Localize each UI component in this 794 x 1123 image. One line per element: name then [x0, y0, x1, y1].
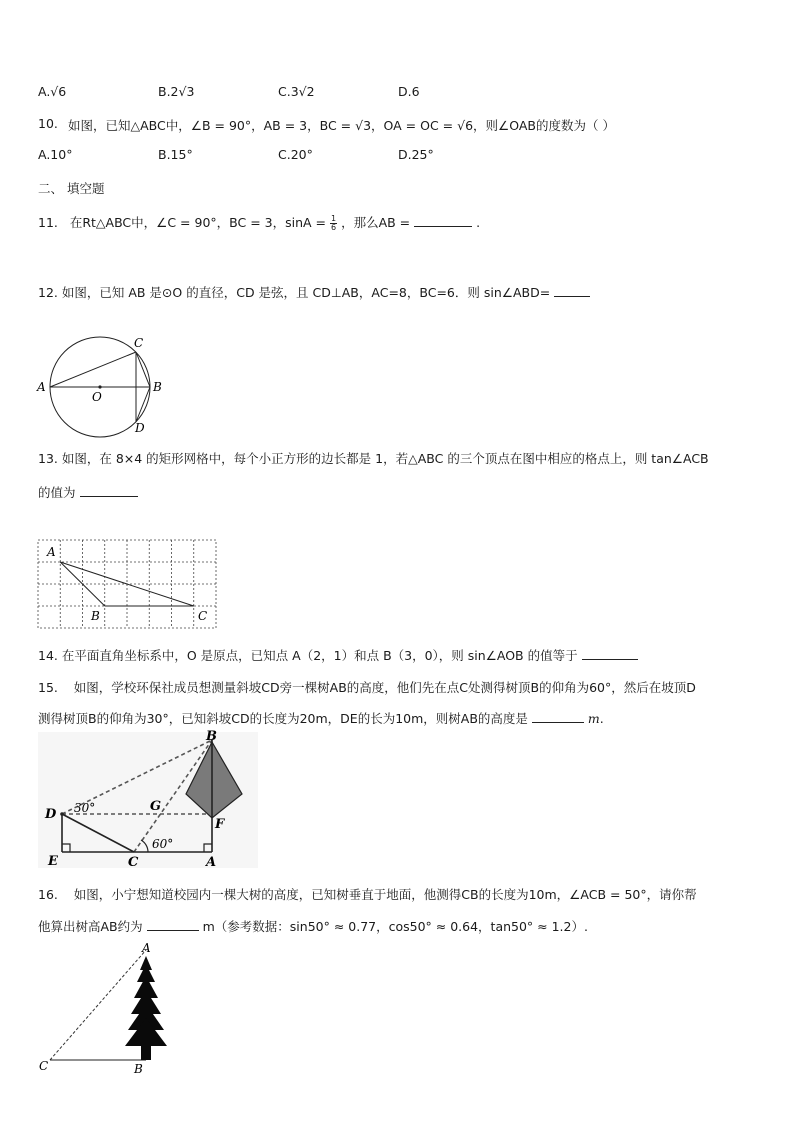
- q10-option-c: C.20°: [278, 147, 313, 162]
- q11-answer-blank[interactable]: [414, 214, 472, 227]
- q12-label-b: B: [153, 380, 162, 394]
- q16-number: 16.: [38, 887, 58, 902]
- q15-line1-text: 如图，学校环保社成员想测量斜坡CD旁一棵树AB的高度，他们先在点C处测得树顶B的仰角为60°，然后在坡顶D: [73, 680, 696, 695]
- q10-option-d: D.25°: [398, 147, 434, 162]
- q15-line2: [38, 709, 604, 727]
- q11-text-after: ，那么AB =: [341, 215, 415, 230]
- q9-option-c: C.3√2: [278, 84, 315, 99]
- q11-frac-num: 1: [331, 214, 337, 223]
- q13-label-c: C: [198, 609, 208, 623]
- q14-text: 14. 在平面直角坐标系中，O 是原点，已知点 A（2，1）和点 B（3，0），则 sin∠AOB 的值等于: [38, 648, 578, 663]
- q12-line-ac: [50, 352, 136, 387]
- q10-option-b: B.15°: [158, 147, 193, 162]
- q14-answer-blank[interactable]: [582, 647, 638, 660]
- q13-line1: 13. 如图，在 8×4 的矩形网格中，每个小正方形的边长都是 1，若△ABC 的三个顶点在图中相应的格点上，则 tan∠ACB: [38, 451, 709, 466]
- q9-option-a: A.√6: [38, 84, 67, 99]
- q12-answer-blank[interactable]: [554, 284, 590, 297]
- q14-line: [38, 646, 638, 664]
- q11-text-before: 在Rt△ABC中，∠C = 90°，BC = 3，sinA =: [69, 215, 330, 230]
- q15-angle-60: 60°: [152, 837, 174, 851]
- q16-line2-suffix: m（参考数据：sin50° ≈ 0.77，cos50° ≈ 0.64，tan50° ≈ 1.2）.: [202, 919, 588, 934]
- q12-figure: [30, 332, 170, 438]
- q11-line: [38, 213, 480, 232]
- q15-label-a: A: [206, 855, 217, 870]
- q13-line2: [38, 483, 138, 501]
- q15-line1: [38, 678, 696, 696]
- q12-line: [38, 283, 590, 301]
- q12-label-o: O: [92, 390, 102, 404]
- q15-dot-d: [60, 812, 64, 816]
- q16-line2-prefix: 他算出树高AB约为: [38, 919, 143, 934]
- q12-line-bd: [136, 387, 150, 422]
- q15-label-g: G: [150, 799, 162, 814]
- q9-option-b: B.2√3: [158, 84, 195, 99]
- q15-answer-blank[interactable]: [532, 710, 584, 723]
- q12-text: 12. 如图，已知 AB 是⊙O 的直径，CD 是弦，且 CD⊥AB，AC=8，BC=6．则 sin∠ABD=: [38, 285, 551, 300]
- q16-label-b: B: [134, 1062, 143, 1076]
- q9-option-d: D.6: [398, 84, 420, 99]
- q10-option-a: A.10°: [38, 147, 73, 162]
- q11-end: .: [476, 215, 481, 230]
- q15-label-c: C: [128, 855, 139, 870]
- q16-line2: [38, 917, 588, 935]
- q16-label-c: C: [39, 1059, 49, 1073]
- q16-answer-blank[interactable]: [147, 918, 199, 931]
- q11-number: 11.: [38, 215, 58, 230]
- q15-number: 15.: [38, 680, 58, 695]
- q15-label-b: B: [206, 729, 217, 744]
- q16-label-a: A: [142, 941, 151, 955]
- q12-center-dot: [98, 385, 101, 388]
- q12-label-a: A: [37, 380, 46, 394]
- q16-line1-text: 如图，小宁想知道校园内一棵大树的高度，已知树垂直于地面，他测得CB的长度为10m，∠ACB = 50°，请你帮: [73, 887, 697, 902]
- section-title: 二、 填空题: [38, 181, 105, 196]
- q16-tree: [125, 956, 167, 1060]
- q15-label-e: E: [48, 854, 58, 869]
- q13-answer-blank[interactable]: [80, 484, 138, 497]
- q12-label-c: C: [134, 336, 144, 350]
- q15-line2-text: 测得树顶B的仰角为30°，已知斜坡CD的长度为20m，DE的长为10m，则树AB的高度是: [38, 711, 528, 726]
- q12-label-d: D: [135, 421, 145, 435]
- q13-figure: [38, 540, 218, 630]
- q15-unit: m: [587, 711, 600, 726]
- q13-line2-text: 的值为: [38, 485, 76, 500]
- q10-number: 10.: [38, 116, 58, 131]
- q15-end: .: [599, 711, 604, 726]
- q15-label-f: F: [215, 817, 225, 832]
- q13-label-b: B: [91, 609, 100, 623]
- q10-text: 如图，已知△ABC中，∠B = 90°，AB = 3，BC = √3，OA = OC = √6，则∠OAB的度数为（ ）: [68, 118, 615, 133]
- q11-fraction: [330, 215, 337, 232]
- q11-frac-den: 6: [331, 223, 337, 232]
- q15-label-d: D: [45, 807, 57, 822]
- q16-line1: [38, 885, 697, 903]
- q15-angle-30: 30°: [74, 801, 96, 815]
- q12-line-cb: [136, 352, 150, 387]
- q13-label-a: A: [47, 545, 56, 559]
- q16-figure: [36, 942, 186, 1077]
- q15-figure: [38, 729, 258, 870]
